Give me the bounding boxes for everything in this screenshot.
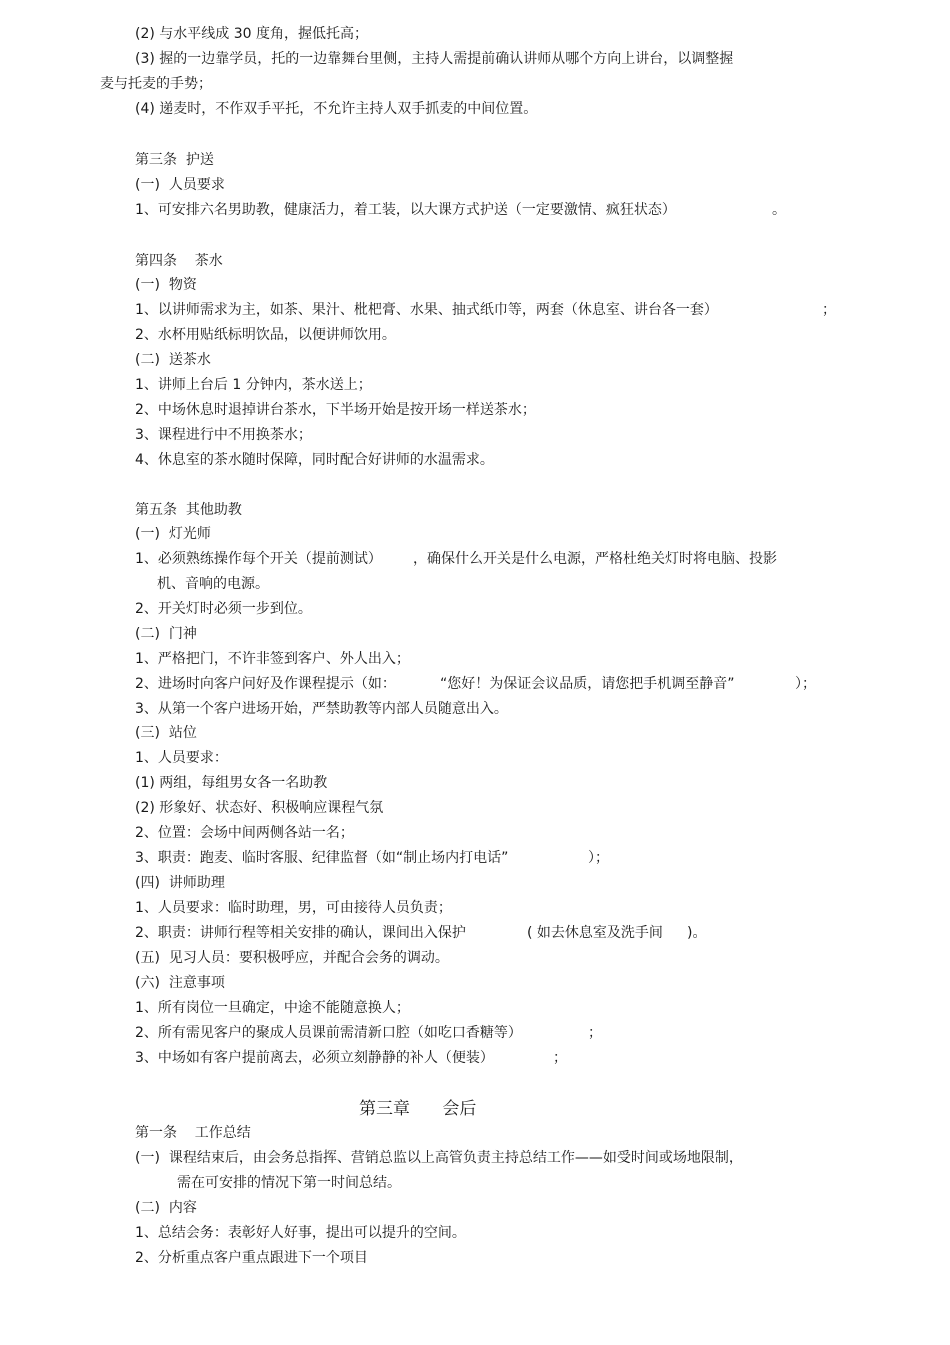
text-line: 1、讲师上台后 1 分钟内，茶水送上； <box>135 377 372 393</box>
chapter-heading: 第三章 会后 <box>359 1099 477 1119</box>
text-line: (1) 两组，每组男女各一名助教 <box>135 775 328 791</box>
text-fragment: ； <box>588 1025 602 1041</box>
text-line: 1、人员要求：临时助理，男，可由接待人员负责； <box>135 900 452 916</box>
text-fragment: ，确保什么开关是什么电源，严格杜绝关灯时将电脑、投影 <box>413 551 777 567</box>
section-heading: 第一条 工作总结 <box>135 1125 251 1141</box>
text-line: 需在可安排的情况下第一时间总结。 <box>177 1175 401 1191</box>
text-line: (3) 握的一边靠学员，托的一边靠舞台里侧，主持人需提前确认讲师从哪个方向上讲台，以调整握 <box>135 51 734 67</box>
text-line: (2) 形象好、状态好、积极响应课程气氛 <box>135 800 384 816</box>
text-line: 1、总结会务：表彰好人好事，提出可以提升的空间。 <box>135 1225 466 1241</box>
text-line: 1、所有岗位一旦确定，中途不能随意换人； <box>135 1000 410 1016</box>
text-line: 2、中场休息时退掉讲台茶水，下半场开始是按开场一样送茶水； <box>135 402 536 418</box>
text-fragment: “您好！为保证会议品质，请您把手机调至静音” <box>440 676 735 692</box>
subsection-heading: (四) 讲师助理 <box>135 875 225 891</box>
text-line: (2) 与水平线成 30 度角，握低托高； <box>135 26 368 42</box>
text-fragment: ； <box>553 1050 567 1066</box>
text-fragment: 。 <box>772 202 786 218</box>
text-line: 2、开关灯时必须一步到位。 <box>135 601 312 617</box>
text-fragment: ）； <box>588 850 609 866</box>
text-line: 1、人员要求： <box>135 750 228 766</box>
subsection-heading: (一) 物资 <box>135 277 197 293</box>
section-heading: 第四条 茶水 <box>135 253 223 269</box>
text-line: 2、进场时向客户问好及作课程提示（如： <box>135 676 396 692</box>
text-line: 4、休息室的茶水随时保障，同时配合好讲师的水温需求。 <box>135 452 494 468</box>
subsection-heading: (二) 门神 <box>135 626 197 642</box>
subsection-heading: (二) 送茶水 <box>135 352 211 368</box>
text-fragment: )。 <box>687 925 707 941</box>
text-line: 1、可安排六名男助教，健康活力，着工装，以大课方式护送（一定要激情、疯狂状态） <box>135 202 676 218</box>
subsection-heading: (二) 内容 <box>135 1200 197 1216</box>
text-line: 1、严格把门，不许非签到客户、外人出入； <box>135 651 410 667</box>
section-heading: 第五条 其他助教 <box>135 502 242 518</box>
text-line: (五) 见习人员：要积极呼应，并配合会务的调动。 <box>135 950 449 966</box>
text-line: 2、分析重点客户重点跟进下一个项目 <box>135 1250 368 1266</box>
text-line: 3、中场如有客户提前离去，必须立刻静静的补人（便装） <box>135 1050 494 1066</box>
text-line: 2、位置：会场中间两侧各站一名； <box>135 825 354 841</box>
subsection-heading: (三) 站位 <box>135 725 197 741</box>
text-line: 2、职责：讲师行程等相关安排的确认，课间出入保护 <box>135 925 466 941</box>
subsection-heading: (六) 注意事项 <box>135 975 225 991</box>
text-line: 机、音响的电源。 <box>157 576 269 592</box>
text-line: 3、从第一个客户进场开始，严禁助教等内部人员随意出入。 <box>135 701 508 717</box>
text-line: (4) 递麦时，不作双手平托，不允许主持人双手抓麦的中间位置。 <box>135 101 538 117</box>
text-line: 2、水杯用贴纸标明饮品，以便讲师饮用。 <box>135 327 396 343</box>
text-line: 麦与托麦的手势； <box>100 76 212 92</box>
text-fragment: ( 如去休息室及洗手间 <box>527 925 663 941</box>
text-line: (一) 课程结束后，由会务总指挥、营销总监以上高管负责主持总结工作——如受时间或场地限制， <box>135 1150 743 1166</box>
section-heading: 第三条 护送 <box>135 152 214 168</box>
text-line: 3、课程进行中不用换茶水； <box>135 427 312 443</box>
text-line: 3、职责：跑麦、临时客服、纪律监督（如“制止场内打电话” <box>135 850 509 866</box>
text-fragment: ）； <box>795 676 816 692</box>
text-line: 1、必须熟练操作每个开关（提前测试） <box>135 551 382 567</box>
text-fragment: ； <box>822 302 836 318</box>
text-line: 2、所有需见客户的聚成人员课前需清新口腔（如吃口香糖等） <box>135 1025 522 1041</box>
subsection-heading: (一) 灯光师 <box>135 526 211 542</box>
subsection-heading: (一) 人员要求 <box>135 177 225 193</box>
text-line: 1、以讲师需求为主，如茶、果汁、枇杷膏、水果、抽式纸巾等，两套（休息室、讲台各一套） <box>135 302 718 318</box>
